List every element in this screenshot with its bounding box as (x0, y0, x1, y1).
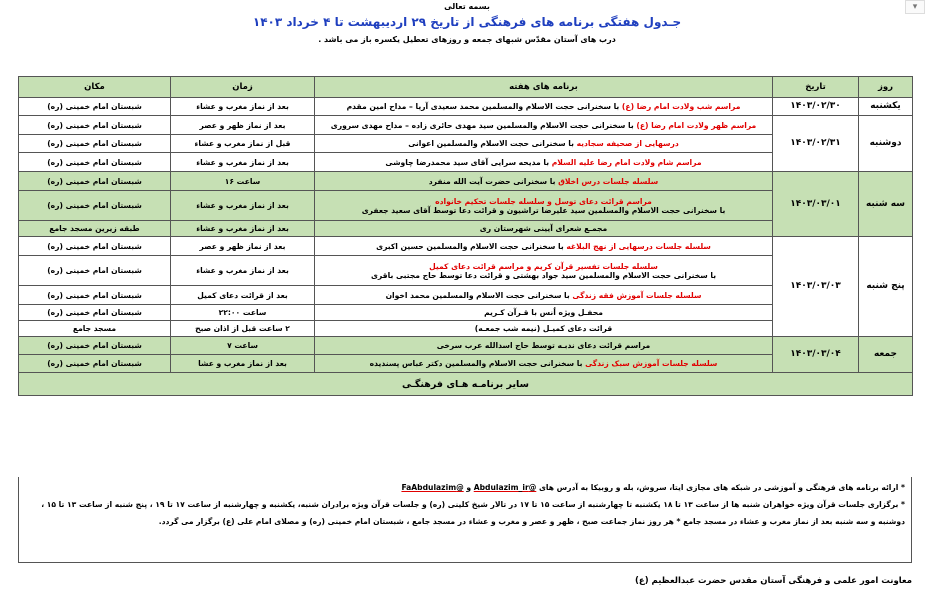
place-cell: شبستان امام خمینی (ره) (19, 172, 171, 191)
program-detail: با سخنرانی حجت الاسلام والمسلمین سید جواد بهشتی و قرائت دعا توسط حاج مجتبی باقری (370, 270, 717, 280)
page-subtitle: درب های آستان مقدّس شبهای جمعه و روزهای تعطیل یکسره باز می باشد . (318, 35, 616, 44)
program-title: سلسله جلسات آموزش سبک زندگی (585, 359, 718, 368)
program-cell (315, 116, 773, 135)
header-program: برنامه های هفته (315, 77, 773, 98)
note-quran-sessions: * برگزاری جلسات قرآن ویژه خواهران شنبه ها از ساعت ۱۳ تا ۱۸ یکشنبه تا چهارشنبه از ساعت ۱۵ تا ۱۷ در تالار شیخ کلینی (ره) و جلسات قرآن ویژه برادران شنبه، یکشنبه و چهارشنبه از ساعت ۱۷ تا ۱۹ ، پنج شنبه از ساعت ۱۳ تا ۱۵ ، (41, 500, 905, 509)
place-cell: شبستان امام خمینی (ره) (19, 286, 171, 305)
program-detail: با سخنرانی حجت الاسلام والمسلمین حسین اکبری (376, 241, 567, 251)
program-detail: با مدیحه سرایی آقای سید محمدرضا چاوشی (385, 157, 552, 167)
time-cell: بعد از قرائت دعای کمیل (171, 286, 315, 305)
date-cell: ۱۴۰۳/۰۳/۰۴ (773, 337, 859, 373)
place-cell: شبستان امام خمینی (ره) (19, 237, 171, 256)
header-day: روز (859, 77, 913, 98)
place-cell: مسجد جامع (19, 321, 171, 337)
other-programs-title: سایر برنامـه هـای فرهنگـی (19, 373, 913, 396)
program-cell (315, 191, 773, 221)
place-cell: شبستان امام خمینی (ره) (19, 337, 171, 355)
program-detail: با سخنرانی حجت الاسلام والمسلمین اعوانی (408, 139, 577, 148)
note-social-text: * ارائه برنامه های فرهنگی و آموزشی در شبکه های مجازی ایتا، سروش، بله و روبیکا به آدرس های (536, 483, 905, 492)
program-title: مراسم قرائت دعای توسل و سلسله جلسات تحکیم خانواده (435, 196, 652, 206)
day-cell: سه شنبه (859, 172, 913, 237)
chevron-down-icon[interactable]: ▾ (905, 0, 925, 14)
time-cell: قبل از نماز مغرب و عشاء (171, 135, 315, 153)
place-cell: شبستان امام خمینی (ره) (19, 116, 171, 135)
program-cell (315, 153, 773, 172)
table-row (19, 172, 913, 191)
and-word: و (463, 483, 474, 492)
program-cell (315, 305, 773, 321)
program-title: مراسم ظهر ولادت امام رضا (ع) (636, 120, 757, 130)
place-cell: شبستان امام خمینی (ره) (19, 305, 171, 321)
date-cell: ۱۴۰۳/۰۲/۳۰ (773, 98, 859, 116)
program-detail: مراسم قرائت دعای ندبـه توسط حاج اسدالله عرب سرخی (436, 341, 651, 350)
program-detail: مجمـع شعرای آیینی شهرستان ری (479, 224, 608, 233)
day-cell: پنج شنبه (859, 237, 913, 337)
day-cell: یکشنبه (859, 98, 913, 116)
footer-signature: معاونت امور علمی و فرهنگی آستان مقدس حضرت عبدالعظیم (ع) (635, 576, 912, 586)
program-title: سلسله جلسات درس اخلاق (558, 176, 659, 186)
time-cell: بعد از نماز ظهر و عصر (171, 237, 315, 256)
program-detail: با سخنرانی حضرت آیت الله منفرد (428, 176, 559, 186)
place-cell: شبستان امام خمینی (ره) (19, 153, 171, 172)
day-cell: دوشنبه (859, 116, 913, 172)
time-cell: بعد از نماز ظهر و عصر (171, 116, 315, 135)
program-title: سلسله جلسات درسهایی از نهج البلاغه (566, 241, 711, 251)
note-prayers: دوشنبه و سه شنبه بعد از نماز مغرب و عشاء در مسجد جامع * هر روز نماز جماعت صبح ، ظهر و عصر و مغرب و عشاء در مسجد جامع ، شبستان امام خمینی (ره) و مصلای امام علی (ع) برگزار می گردد. (158, 517, 905, 526)
page-title: جـدول هفتگی برنامه های فرهنگی از تاریخ ۲۹ اردیبهشت تا ۴ خرداد ۱۴۰۳ (252, 15, 682, 29)
header-date: تاریخ (773, 77, 859, 98)
table-row (19, 337, 913, 355)
program-detail: با سخنرانی حجت الاسلام والمسلمین دکتر عباس پسندیده (369, 359, 586, 368)
other-programs-row (19, 373, 913, 396)
time-cell: بعد از نماز مغرب و عشاء (171, 256, 315, 286)
program-title: سلسله جلسات تفسیر قرآن کریم و مراسم قرائت دعای کمیل (429, 261, 658, 271)
program-detail: با سخنرانی حجت الاسلام والمسلمین سید علیرضا تراشیون و قرائت دعا توسط آقای سعید جعفری (361, 205, 726, 215)
program-detail: با سخنرانی حجت الاسلام والمسلمین محمد سعیدی آریا – مداح امین مقدم (346, 102, 622, 111)
day-cell: جمعه (859, 337, 913, 373)
program-cell (315, 172, 773, 191)
program-detail: با سخنرانی حجت الاسلام والمسلمین سید مهدی حائری زاده – مداح مهدی سروری (330, 120, 637, 130)
date-cell: ۱۴۰۳/۰۳/۰۳ (773, 237, 859, 337)
header-place: مکان (19, 77, 171, 98)
date-cell: ۱۴۰۳/۰۲/۳۱ (773, 116, 859, 172)
table-row (19, 237, 913, 256)
notes-box (18, 477, 912, 563)
program-title: مراسم شب ولادت امام رضا (ع) (621, 102, 741, 111)
program-cell (315, 256, 773, 286)
time-cell: ساعت ۷ (171, 337, 315, 355)
handle-faabdulazim[interactable]: @FaAbdulazim (401, 483, 464, 492)
bismillah: بسمه تعالی (444, 2, 490, 11)
program-cell (315, 221, 773, 237)
time-cell: بعد از نماز مغرب و عشا (171, 355, 315, 373)
time-cell: بعد از نماز مغرب و عشاء (171, 221, 315, 237)
place-cell: شبستان امام خمینی (ره) (19, 98, 171, 116)
date-cell: ۱۴۰۳/۰۳/۰۱ (773, 172, 859, 237)
table-row (19, 116, 913, 135)
program-cell (315, 337, 773, 355)
note-social (25, 482, 905, 494)
program-detail: قرائت دعای کمیـل (نیمه شب جمعـه) (474, 324, 613, 333)
time-cell: بعد از نماز مغرب و عشاء (171, 191, 315, 221)
program-cell (315, 355, 773, 373)
time-cell: ۲ ساعت قبل از اذان صبح (171, 321, 315, 337)
schedule-table (18, 76, 913, 396)
time-cell: بعد از نماز مغرب و عشاء (171, 153, 315, 172)
time-cell: ساعت ۱۶ (171, 172, 315, 191)
place-cell: شبستان امام خمینی (ره) (19, 135, 171, 153)
handle-abdulazim-ir[interactable]: @Abdulazim_ir (473, 483, 537, 492)
place-cell: شبستان امام خمینی (ره) (19, 191, 171, 221)
place-cell: شبستان امام خمینی (ره) (19, 256, 171, 286)
time-cell: بعد از نماز مغرب و عشاء (171, 98, 315, 116)
program-cell (315, 286, 773, 305)
program-detail: با سخنرانی حجت الاسلام والمسلمین محمد اخوان (385, 290, 573, 300)
program-cell (315, 237, 773, 256)
program-title: سلسله جلسات آموزش فقه زندگی (572, 290, 702, 300)
program-detail: محفـل ویژه اُنس با قـرآن کـریم (484, 308, 603, 317)
program-cell (315, 98, 773, 116)
place-cell: طبقه زیرین مسجد جامع (19, 221, 171, 237)
program-title: مراسم شام ولادت امام رضا علیه السلام (551, 157, 702, 167)
place-cell: شبستان امام خمینی (ره) (19, 355, 171, 373)
table-row (19, 98, 913, 116)
time-cell: ساعت ۲۲:۰۰ (171, 305, 315, 321)
program-cell (315, 321, 773, 337)
table-header-row (19, 77, 913, 98)
header-time: زمان (171, 77, 315, 98)
program-cell (315, 135, 773, 153)
program-title: درسهایی از صحیفه سجادیه (576, 139, 679, 148)
